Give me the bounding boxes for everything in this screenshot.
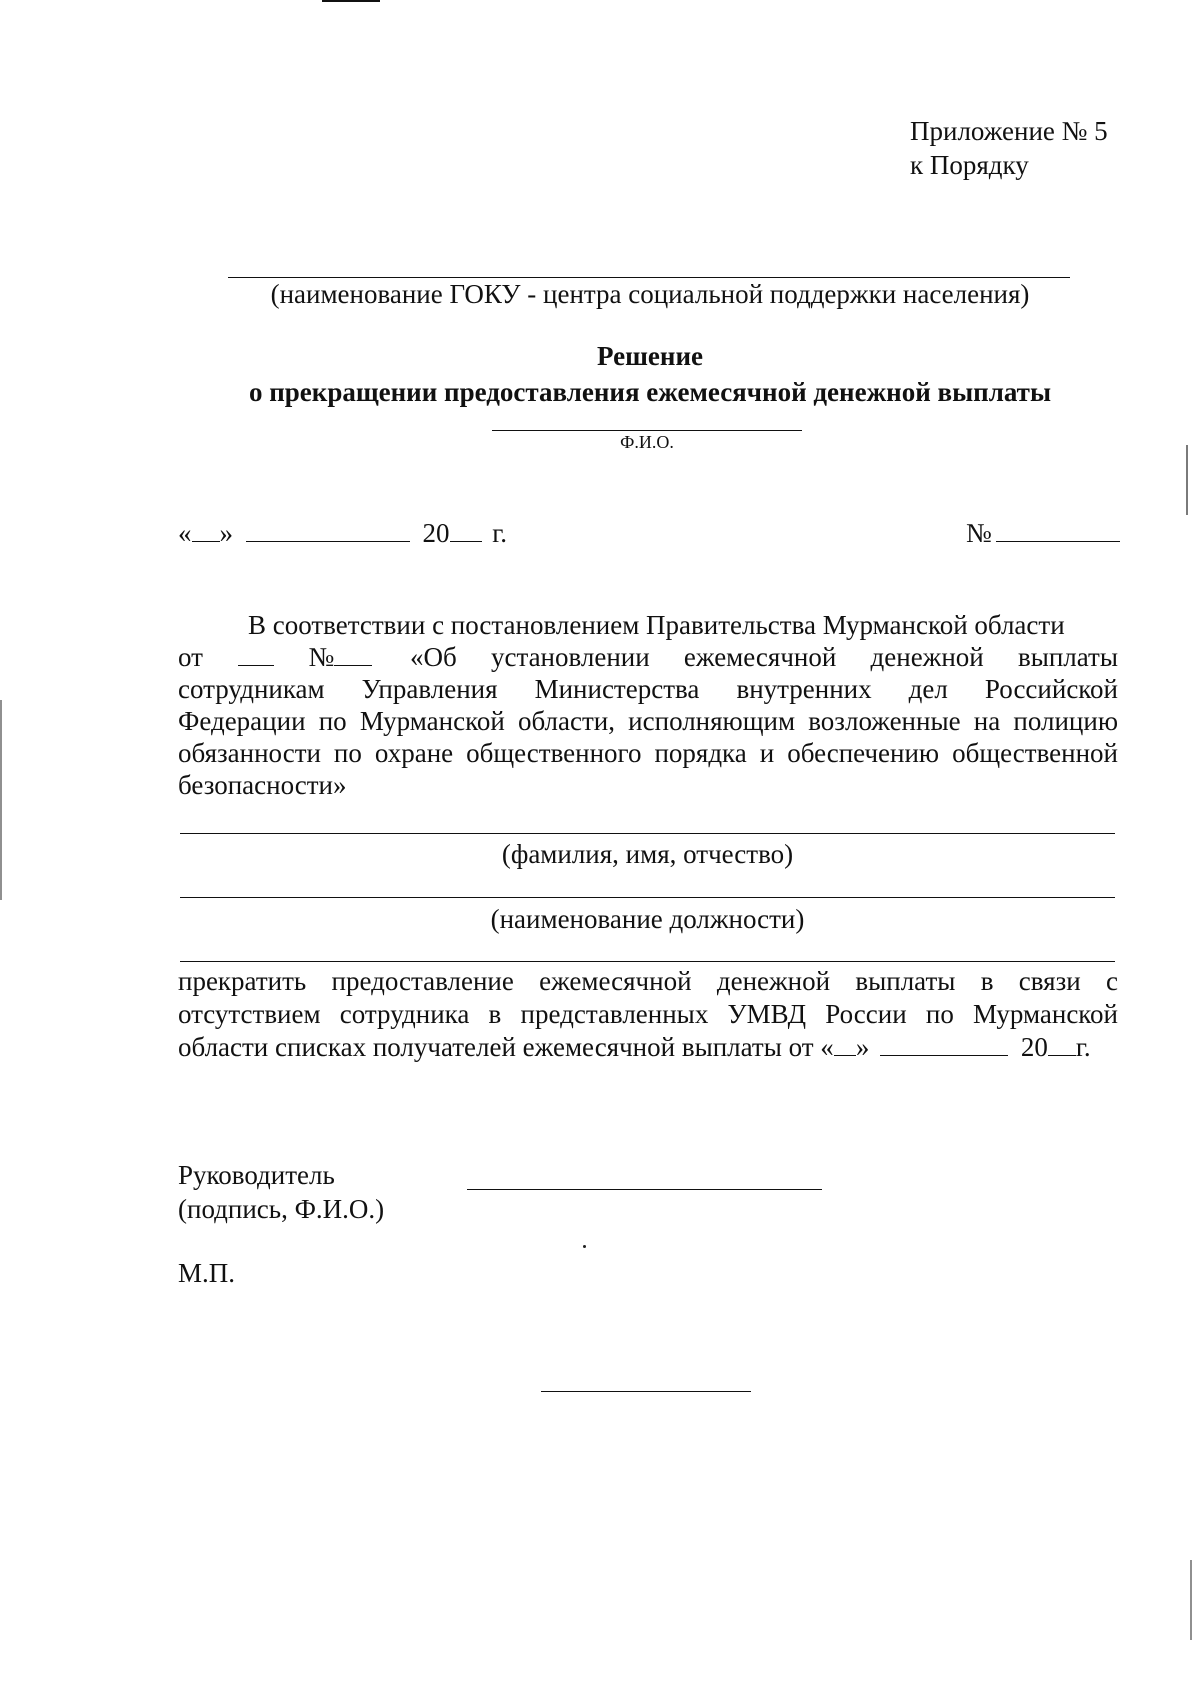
number-blank[interactable] xyxy=(996,519,1120,542)
body-line-2 xyxy=(178,642,1118,673)
decision-top-line xyxy=(180,961,1115,962)
day-blank[interactable] xyxy=(192,519,220,542)
decision-year-prefix: 20 xyxy=(1020,1032,1048,1062)
fio-line xyxy=(492,430,802,431)
year-suffix: г. xyxy=(492,518,508,548)
stamp-label: М.П. xyxy=(178,1258,236,1288)
document-subtitle: о прекращении предоставления ежемесячной денежной выплаты xyxy=(248,377,1052,407)
body-line-5: обязанности по охране общественного порядка и обеспечению общественной xyxy=(178,738,1118,768)
signature-role: Руководитель xyxy=(178,1160,335,1190)
decision-close-quote: » xyxy=(855,1032,870,1062)
position-caption: (наименование должности) xyxy=(490,904,805,934)
position-line[interactable] xyxy=(180,897,1115,898)
appendix-reference: к Порядку xyxy=(910,150,1029,180)
document-end-line xyxy=(541,1391,751,1392)
appendix-number: Приложение № 5 xyxy=(910,116,1108,146)
decision-line-3-text: области списках получателей ежемесячной выплаты от « xyxy=(178,1032,834,1062)
signature-line[interactable] xyxy=(467,1189,822,1190)
body-line-3: сотрудникам Управления Министерства внутренних дел Российской xyxy=(178,674,1118,704)
right-edge-scan-mark xyxy=(1186,445,1188,515)
date-close-quote: » xyxy=(219,518,233,548)
top-scan-mark xyxy=(322,0,380,2)
document-title: Решение xyxy=(597,341,703,371)
decision-line-1: прекратить предоставление ежемесячной денежной выплаты в связи с xyxy=(178,966,1118,996)
body-line-6: безопасности» xyxy=(178,770,347,800)
date-row xyxy=(178,518,507,549)
full-name-caption: (фамилия, имя, отчество) xyxy=(501,839,794,869)
number-field xyxy=(966,518,1120,549)
year-blank[interactable] xyxy=(450,519,482,542)
body-line-2-number-sign: № xyxy=(308,642,335,672)
full-name-line[interactable] xyxy=(180,833,1115,834)
decision-month-blank[interactable] xyxy=(880,1033,1008,1056)
org-name-line xyxy=(228,277,1070,278)
decree-date-blank[interactable] xyxy=(238,643,274,666)
date-open-quote: « xyxy=(178,518,192,548)
decision-year-suffix: г. xyxy=(1075,1032,1091,1062)
number-label: № xyxy=(966,518,992,548)
right-edge-scan-mark-2 xyxy=(1190,1560,1192,1640)
left-edge-scan-mark xyxy=(0,700,2,900)
signature-caption: (подпись, Ф.И.О.) xyxy=(178,1194,385,1224)
body-line-2-rest: «Об установлении ежемесячной денежной выплаты xyxy=(410,642,1118,672)
scan-dot xyxy=(583,1245,586,1248)
body-line-1: В соответствии с постановлением Правительства Мурманской области xyxy=(248,610,1065,640)
body-line-4: Федерации по Мурманской области, исполняющим возложенные на полицию xyxy=(178,706,1118,736)
org-name-caption: (наименование ГОКУ - центра социальной поддержки населения) xyxy=(270,279,1030,309)
fio-caption: Ф.И.О. xyxy=(620,432,674,452)
decision-line-3 xyxy=(178,1032,1091,1063)
decree-number-blank[interactable] xyxy=(334,643,372,666)
decision-day-blank[interactable] xyxy=(834,1033,856,1056)
year-prefix: 20 xyxy=(422,518,450,548)
body-line-2-word-from: от xyxy=(178,642,203,672)
decision-year-blank[interactable] xyxy=(1048,1033,1076,1056)
month-blank[interactable] xyxy=(246,519,410,542)
decision-line-2: отсутствием сотрудника в представленных УМВД России по Мурманской xyxy=(178,999,1118,1029)
